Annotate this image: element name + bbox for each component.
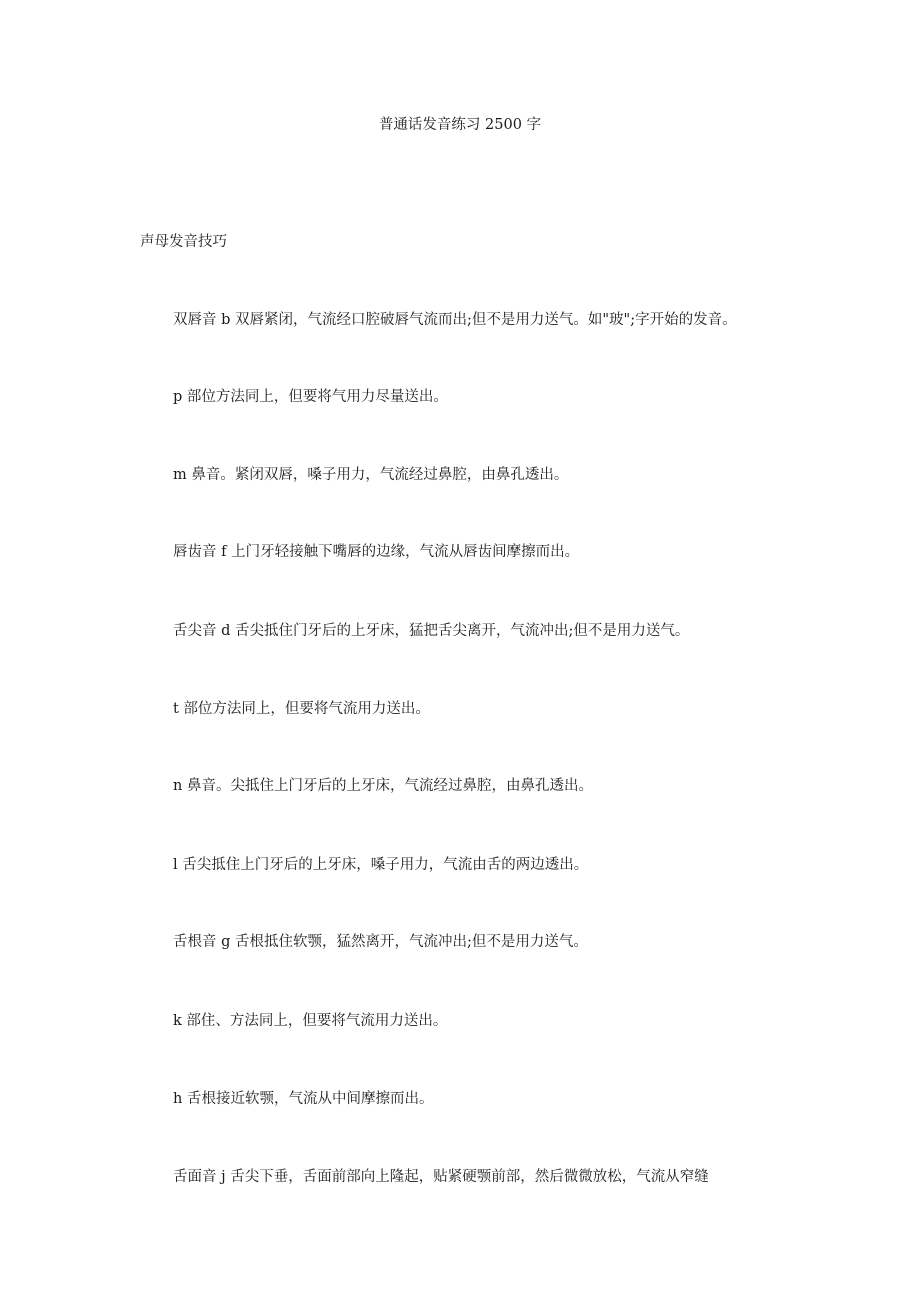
paragraph-p: p 部位方法同上，但要将气用力尽量送出。 (173, 389, 448, 405)
paragraph-f: 唇齿音 f 上门牙轻接触下嘴唇的边缘，气流从唇齿间摩擦而出。 (173, 544, 580, 560)
paragraph-g: 舌根音 g 舌根抵住软颚，猛然离开，气流冲出;但不是用力送气。 (173, 934, 588, 950)
paragraph-k: k 部住、方法同上，但要将气流用力送出。 (173, 1013, 448, 1029)
document-title: 普通话发音练习 2500 字 (378, 117, 542, 133)
paragraph-d: 舌尖音 d 舌尖抵住门牙后的上牙床，猛把舌尖离开，气流冲出;但不是用力送气。 (173, 623, 690, 639)
paragraph-m: m 鼻音。紧闭双唇，嗓子用力，气流经过鼻腔，由鼻孔透出。 (173, 467, 569, 483)
paragraph-j: 舌面音 j 舌尖下垂，舌面前部向上隆起，贴紧硬颚前部，然后微微放松，气流从窄缝 (173, 1169, 709, 1185)
paragraph-l: l 舌尖抵住上门牙后的上牙床，嗓子用力，气流由舌的两边透出。 (173, 857, 589, 873)
section-heading: 声母发音技巧 (140, 234, 227, 250)
paragraph-h: h 舌根接近软颚，气流从中间摩擦而出。 (173, 1091, 434, 1107)
paragraph-b: 双唇音 b 双唇紧闭，气流经口腔破唇气流而出;但不是用力送气。如"玻";字开始的发音。 (173, 312, 737, 328)
paragraph-t: t 部位方法同上，但要将气流用力送出。 (173, 701, 430, 717)
paragraph-n: n 鼻音。尖抵住上门牙后的上牙床，气流经过鼻腔，由鼻孔透出。 (173, 778, 593, 794)
